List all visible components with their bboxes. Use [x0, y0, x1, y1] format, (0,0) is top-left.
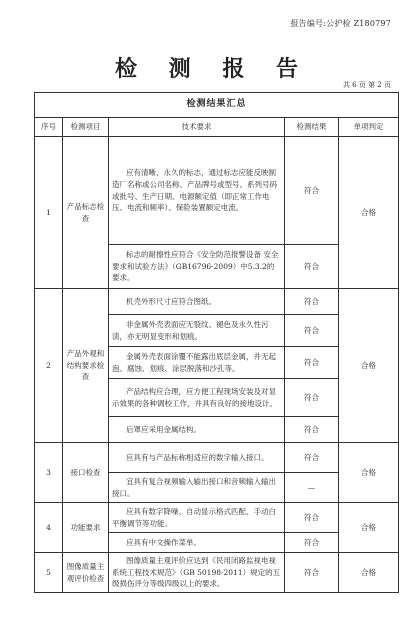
verdict-cell: 合格 — [339, 553, 399, 593]
requirement-text: 机壳外形尺寸应符合图纸。 — [109, 289, 285, 315]
result-cell: — — [285, 473, 339, 503]
result-cell: 符合 — [285, 347, 339, 379]
result-cell: 符合 — [285, 503, 339, 533]
requirement-text: 应具有中文操作菜单。 — [109, 533, 285, 553]
requirement-text: 应具有数字降噪、自动显示格式匹配、手动白平衡调节等功能。 — [109, 503, 285, 533]
result-cell: 符合 — [285, 417, 339, 443]
requirement-text: 标志的耐擦性应符合《安全防范报警设备 安全要求和试验方法》（GB16796-2009）中5.3.2的要求。 — [109, 245, 285, 289]
page-indicator: 共 6 页 第 2 页 — [342, 81, 391, 89]
requirement-text: 应有清晰、永久的标志，通过标志应能反映制造厂名称或公司名称、产品牌号或型号、系列号码或批号、生产日期、电源额定值（即正常工作电压、电流和频率）、保险装置额定电流。 — [109, 137, 285, 245]
result-cell: 符合 — [285, 315, 339, 347]
row-number: 5 — [35, 553, 63, 593]
results-summary-table — [34, 92, 399, 593]
check-item: 接口检查 — [63, 443, 109, 503]
requirement-text: 非金属外壳表面应无裂纹、褪色及永久性污渍，亦无明显变形和划痕。 — [109, 315, 285, 347]
requirement-text: 宜具有复合视频输入输出接口和音频输入输出接口。 — [109, 473, 285, 503]
table-row — [35, 289, 399, 315]
verdict-cell: 合格 — [339, 443, 399, 503]
result-cell: 符合 — [285, 443, 339, 473]
table-row — [35, 553, 399, 593]
table-row — [35, 137, 399, 245]
table-row — [35, 503, 399, 533]
column-header: 单项判定 — [339, 118, 399, 137]
column-header: 检测结果 — [285, 118, 339, 137]
row-number: 2 — [35, 289, 63, 443]
check-item: 产品外观和结构要求检查 — [63, 289, 109, 443]
verdict-cell: 合格 — [339, 289, 399, 443]
result-cell: 符合 — [285, 553, 339, 593]
requirement-text: 金属外壳表面涂覆不能露出底层金属，并无起泡、腐蚀、划痕、涂层脱落和沙孔等。 — [109, 347, 285, 379]
table-row — [35, 443, 399, 473]
result-cell: 符合 — [285, 137, 339, 245]
verdict-cell: 合格 — [339, 137, 399, 289]
result-cell: 符合 — [285, 245, 339, 289]
result-cell: 符合 — [285, 533, 339, 553]
check-item: 产品标志检查 — [63, 137, 109, 289]
column-header: 序号 — [35, 118, 63, 137]
report-title: 检 测 报 告 — [115, 56, 310, 82]
row-number: 1 — [35, 137, 63, 289]
check-item: 功能要求 — [63, 503, 109, 553]
check-item: 图像质量主观评价检查 — [63, 553, 109, 593]
requirement-text: 图像质量主观评价应达到《民用闭路监视电视系统工程技术规范》（GB 50198-2011）规定的五级损伤评分等级四级以上的要求。 — [109, 553, 285, 593]
requirement-text: 后罩应采用金属结构。 — [109, 417, 285, 443]
column-header: 检测项目 — [63, 118, 109, 137]
column-header: 技术要求 — [109, 118, 285, 137]
result-cell: 符合 — [285, 379, 339, 417]
row-number: 3 — [35, 443, 63, 503]
table-title: 检测结果汇总 — [35, 93, 399, 118]
result-cell: 符合 — [285, 289, 339, 315]
row-number: 4 — [35, 503, 63, 553]
table-header-row — [35, 118, 399, 137]
verdict-cell: 合格 — [339, 503, 399, 553]
requirement-text: 应具有与产品标称相适应的数字输入接口。 — [109, 443, 285, 473]
requirement-text: 产品结构应合理，应方便工程现场安装及对显示效果的各种调校工作，并具有良好的接地设计。 — [109, 379, 285, 417]
report-number: 报告编号:公护检 Z180797 — [290, 19, 391, 28]
